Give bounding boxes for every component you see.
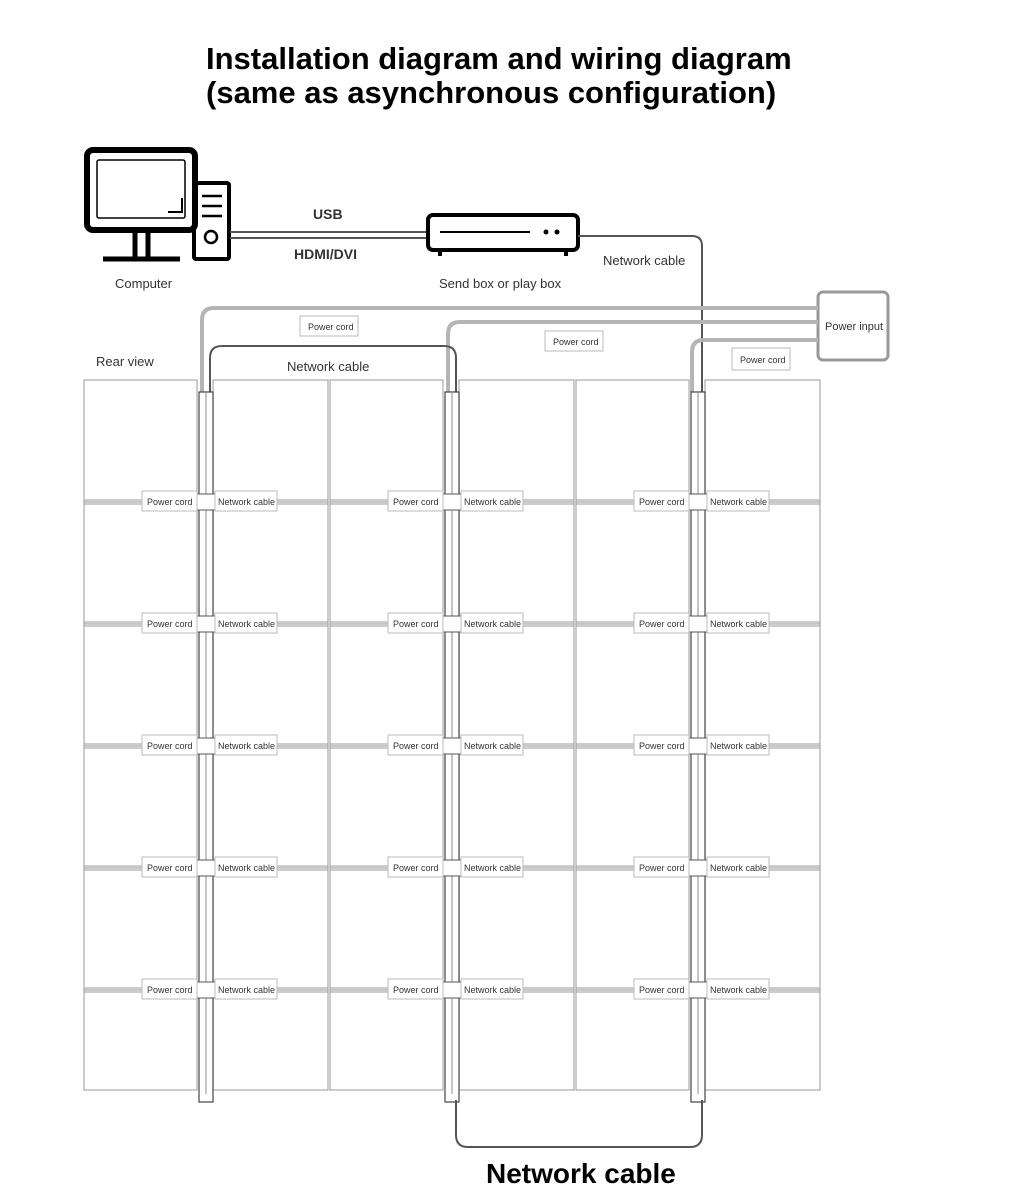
led-panel bbox=[576, 624, 689, 746]
computer-icon bbox=[87, 150, 229, 259]
led-panel bbox=[705, 868, 820, 990]
power-cord-label: Power cord bbox=[639, 863, 685, 873]
power-cord-label: Power cord bbox=[393, 619, 439, 629]
network-cable-label: Network cable bbox=[464, 863, 522, 873]
power-cord-label: Power cord bbox=[639, 497, 685, 507]
hdmi-dvi-label: HDMI/DVI bbox=[294, 246, 357, 262]
led-panel bbox=[459, 990, 574, 1090]
led-panel bbox=[705, 380, 820, 502]
panel-column-1 bbox=[84, 380, 328, 1102]
svg-text:Power cord: Power cord bbox=[740, 355, 786, 365]
network-cable-label: Network cable bbox=[464, 619, 522, 629]
network-cable-label: Network cable bbox=[710, 619, 768, 629]
rear-view-label: Rear view bbox=[96, 354, 154, 369]
led-panel bbox=[84, 502, 197, 624]
led-panel bbox=[705, 746, 820, 868]
network-cable-label: Network cable bbox=[218, 619, 276, 629]
led-panel bbox=[459, 380, 574, 502]
usb-label: USB bbox=[313, 206, 343, 222]
led-panel bbox=[459, 868, 574, 990]
led-panel bbox=[330, 868, 443, 990]
power-cord-label: Power cord bbox=[147, 741, 193, 751]
network-cable-label: Network cable bbox=[464, 985, 522, 995]
diagram-title-line-2: (same as asynchronous configuration) bbox=[206, 75, 777, 110]
power-cord-label: Power cord bbox=[639, 619, 685, 629]
led-panel bbox=[330, 380, 443, 502]
led-panel-wall bbox=[84, 380, 820, 1102]
led-panel bbox=[84, 380, 197, 502]
power-lines bbox=[202, 308, 818, 392]
svg-text:Power cord: Power cord bbox=[308, 322, 354, 332]
led-panel bbox=[213, 502, 328, 624]
network-cable-label: Network cable bbox=[710, 741, 768, 751]
led-panel bbox=[213, 990, 328, 1090]
led-panel bbox=[459, 502, 574, 624]
power-cord-label: Power cord bbox=[393, 863, 439, 873]
network-cable-label: Network cable bbox=[218, 497, 276, 507]
svg-text:Power cord: Power cord bbox=[553, 337, 599, 347]
led-panel bbox=[576, 746, 689, 868]
led-panel bbox=[84, 746, 197, 868]
led-panel bbox=[84, 624, 197, 746]
led-panel bbox=[84, 990, 197, 1090]
network-cable-label: Network cable bbox=[710, 863, 768, 873]
led-panel bbox=[705, 624, 820, 746]
power-cord-label: Power cord bbox=[147, 497, 193, 507]
network-cable-label-bottom: Network cable bbox=[486, 1158, 676, 1189]
led-panel bbox=[576, 380, 689, 502]
upper-power-cord-labels bbox=[300, 316, 790, 370]
power-input-label: Power input bbox=[825, 321, 884, 333]
power-cord-label: Power cord bbox=[639, 741, 685, 751]
network-cable-label-top: Network cable bbox=[287, 359, 370, 374]
power-cord-label: Power cord bbox=[393, 741, 439, 751]
power-cord-label: Power cord bbox=[147, 863, 193, 873]
led-panel bbox=[576, 990, 689, 1090]
led-panel bbox=[213, 380, 328, 502]
led-panel bbox=[576, 502, 689, 624]
led-panel bbox=[705, 502, 820, 624]
led-panel bbox=[84, 868, 197, 990]
network-cable-label: Network cable bbox=[218, 863, 276, 873]
led-panel bbox=[330, 746, 443, 868]
panel-column-3 bbox=[576, 380, 820, 1102]
led-panel bbox=[330, 624, 443, 746]
network-cable-label-top-right: Network cable bbox=[603, 253, 686, 268]
power-cord-label: Power cord bbox=[147, 619, 193, 629]
led-panel bbox=[330, 502, 443, 624]
led-panel bbox=[705, 990, 820, 1090]
power-cord-label: Power cord bbox=[147, 985, 193, 995]
led-panel bbox=[459, 624, 574, 746]
network-cable-label: Network cable bbox=[218, 985, 276, 995]
computer-label: Computer bbox=[115, 276, 173, 291]
network-cable-label: Network cable bbox=[464, 497, 522, 507]
led-panel bbox=[330, 990, 443, 1090]
network-cable-label: Network cable bbox=[710, 985, 768, 995]
network-cable-label: Network cable bbox=[710, 497, 768, 507]
network-cable-label: Network cable bbox=[218, 741, 276, 751]
panel-column-2 bbox=[330, 380, 574, 1102]
led-panel bbox=[213, 624, 328, 746]
send-box-icon bbox=[428, 215, 578, 256]
network-cable-label: Network cable bbox=[464, 741, 522, 751]
power-cord-label: Power cord bbox=[639, 985, 685, 995]
led-panel bbox=[576, 868, 689, 990]
power-cord-label: Power cord bbox=[393, 985, 439, 995]
led-panel bbox=[459, 746, 574, 868]
send-box-label: Send box or play box bbox=[439, 276, 562, 291]
led-panel bbox=[213, 868, 328, 990]
diagram-title-line-1: Installation diagram and wiring diagram bbox=[206, 41, 792, 76]
power-cord-label: Power cord bbox=[393, 497, 439, 507]
led-panel bbox=[213, 746, 328, 868]
